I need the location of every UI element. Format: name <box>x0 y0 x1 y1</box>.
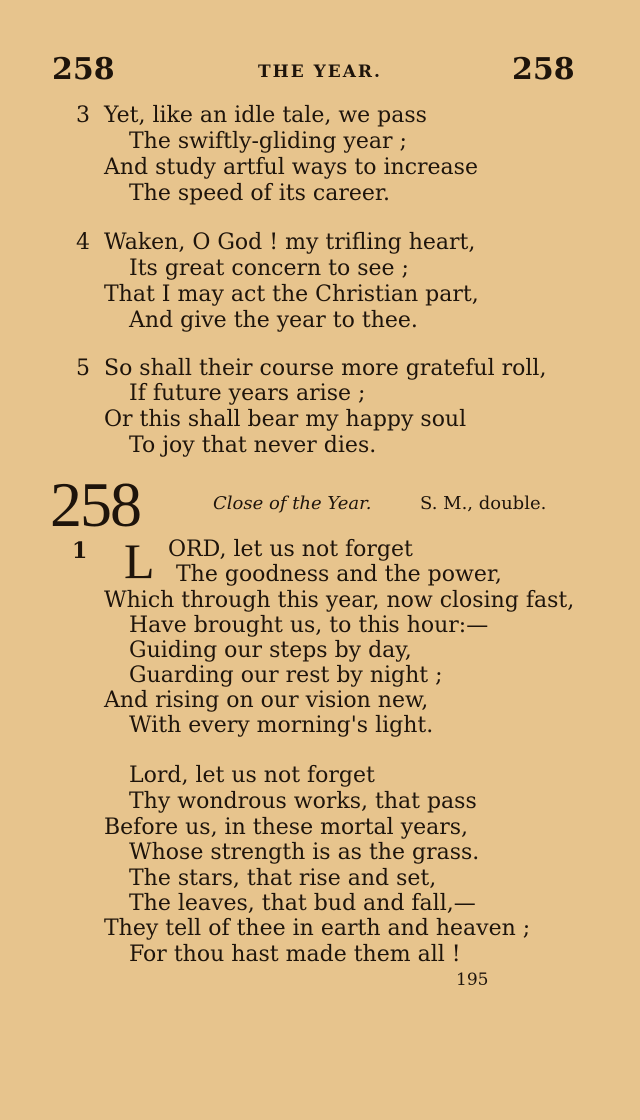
verse-line: Which through this year, now closing fast, <box>104 588 575 613</box>
page-number: 195 <box>456 970 489 990</box>
hymn-number: 258 <box>50 469 140 540</box>
verse-line: The speed of its career. <box>129 181 390 206</box>
hymn-title: Close of the Year. <box>213 493 372 514</box>
stanza-number: 1 <box>72 538 88 564</box>
verse-line: That I may act the Christian part, <box>104 282 479 307</box>
drop-cap: L <box>124 533 155 589</box>
verse-line: Have brought us, to this hour:— <box>129 613 489 638</box>
verse-line: Yet, like an idle tale, we pass <box>104 103 427 128</box>
stanza-number: 3 <box>76 103 90 128</box>
verse-line: And give the year to thee. <box>129 308 418 333</box>
verse-line: The stars, that rise and set, <box>129 866 437 891</box>
running-title: THE YEAR. <box>258 62 382 82</box>
header-right-number: 258 <box>512 52 575 87</box>
verse-line: And study artful ways to increase <box>104 155 478 180</box>
verse-line: With every morning's light. <box>129 713 434 738</box>
verse-line: ORD, let us not forget <box>168 537 413 562</box>
verse-line: Whose strength is as the grass. <box>129 840 480 865</box>
verse-line: Lord, let us not forget <box>129 763 375 788</box>
verse-line: Or this shall bear my happy soul <box>104 407 467 432</box>
verse-line: Its great concern to see ; <box>129 256 409 281</box>
verse-line: Guiding our steps by day, <box>129 638 412 663</box>
verse-line: They tell of thee in earth and heaven ; <box>104 916 531 941</box>
header-left-number: 258 <box>52 52 115 87</box>
verse-line: So shall their course more grateful roll, <box>104 356 547 381</box>
hymn-meter: S. M., double. <box>420 493 547 514</box>
verse-line: Guarding our rest by night ; <box>129 663 443 688</box>
verse-line: For thou hast made them all ! <box>129 942 461 967</box>
verse-line: And rising on our vision new, <box>104 688 429 713</box>
verse-line: The goodness and the power, <box>176 562 502 587</box>
stanza-number: 4 <box>76 230 90 255</box>
verse-line: Thy wondrous works, that pass <box>129 789 477 814</box>
verse-line: Waken, O God ! my trifling heart, <box>104 230 476 255</box>
verse-line: To joy that never dies. <box>129 433 377 458</box>
verse-line: If future years arise ; <box>129 381 366 406</box>
verse-line: The leaves, that bud and fall,— <box>129 891 476 916</box>
stanza-number: 5 <box>76 356 90 381</box>
verse-line: Before us, in these mortal years, <box>104 815 469 840</box>
verse-line: The swiftly-gliding year ; <box>129 129 407 154</box>
